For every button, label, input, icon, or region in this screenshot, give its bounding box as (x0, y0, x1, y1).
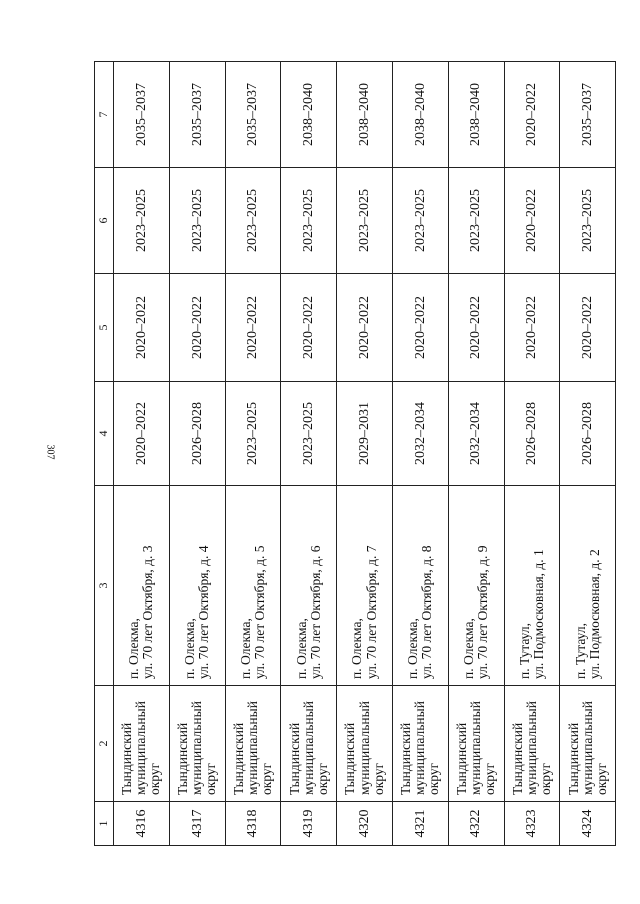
district-line: округ (538, 762, 554, 795)
district-line: муниципальный (189, 701, 205, 795)
period-cell-col7: 2038–2040 (448, 62, 504, 168)
row-id-cell: 4322 (448, 802, 504, 846)
district-line: муниципальный (244, 701, 260, 795)
period-cell-col5: 2020–2022 (281, 274, 337, 382)
district-cell (560, 686, 616, 802)
address-cell (560, 486, 616, 686)
period-cell-col4: 2029–2031 (337, 382, 393, 486)
district-line: Тындинский (565, 722, 581, 795)
address-line: п. Олекма, (182, 618, 198, 679)
district-line: Тындинский (230, 722, 246, 795)
district-cell (504, 686, 560, 802)
address-cell (114, 486, 170, 686)
period-cell-col4: 2026–2028 (504, 382, 560, 486)
period-cell-col7: 2038–2040 (392, 62, 448, 168)
row-id-cell: 4319 (281, 802, 337, 846)
period-cell-col7: 2035–2037 (114, 62, 170, 168)
period-cell-col6: 2023–2025 (114, 168, 170, 274)
district-line: Тындинский (174, 722, 190, 795)
district-cell (281, 686, 337, 802)
district-line: Тындинский (509, 722, 525, 795)
period-cell-col4: 2020–2022 (114, 382, 170, 486)
district-line: Тындинский (342, 722, 358, 795)
period-cell-col5: 2020–2022 (448, 274, 504, 382)
period-cell-col7: 2020–2022 (504, 62, 560, 168)
row-id-cell: 4321 (392, 802, 448, 846)
table-row (560, 62, 616, 846)
district-cell (392, 686, 448, 802)
address-cell (448, 486, 504, 686)
period-cell-col6: 2023–2025 (169, 168, 225, 274)
period-cell-col7: 2035–2037 (560, 62, 616, 168)
period-cell-col5: 2020–2022 (114, 274, 170, 382)
table-row (448, 62, 504, 846)
address-cell (281, 486, 337, 686)
address-line: п. Олекма, (126, 618, 142, 679)
address-line: ул. 70 лет Октября, д. 6 (307, 545, 323, 679)
row-id-cell: 4316 (114, 802, 170, 846)
district-cell (225, 686, 281, 802)
district-line: муниципальный (579, 701, 595, 795)
address-line: ул. 70 лет Октября, д. 4 (196, 545, 212, 679)
period-cell-col4: 2023–2025 (225, 382, 281, 486)
district-cell (114, 686, 170, 802)
period-cell-col5: 2020–2022 (169, 274, 225, 382)
table-row (392, 62, 448, 846)
address-line: ул. Подмосковная, д. 2 (586, 549, 602, 679)
table-row (281, 62, 337, 846)
row-id-cell: 4324 (560, 802, 616, 846)
period-cell-col6: 2023–2025 (392, 168, 448, 274)
table-row (114, 62, 170, 846)
address-line: п. Тутаул, (516, 623, 532, 679)
district-line: округ (203, 762, 219, 795)
row-id-cell: 4318 (225, 802, 281, 846)
period-cell-col5: 2020–2022 (504, 274, 560, 382)
district-line: округ (147, 762, 163, 795)
row-id-cell: 4317 (169, 802, 225, 846)
address-line: ул. 70 лет Октября, д. 5 (251, 545, 267, 679)
period-cell-col6: 2023–2025 (281, 168, 337, 274)
address-line: ул. 70 лет Октября, д. 3 (140, 545, 156, 679)
period-cell-col4: 2032–2034 (448, 382, 504, 486)
period-cell-col4: 2023–2025 (281, 382, 337, 486)
period-cell-col5: 2020–2022 (392, 274, 448, 382)
address-line: п. Олекма, (349, 618, 365, 679)
table-row (169, 62, 225, 846)
period-cell-col7: 2035–2037 (225, 62, 281, 168)
address-line: ул. 70 лет Октября, д. 7 (363, 545, 379, 679)
address-cell (169, 486, 225, 686)
period-cell-col6: 2023–2025 (560, 168, 616, 274)
district-line: муниципальный (300, 701, 316, 795)
header-cell: 4 (95, 382, 114, 486)
period-cell-col6: 2020–2022 (504, 168, 560, 274)
address-line: ул. 70 лет Октября, д. 8 (419, 545, 435, 679)
district-line: округ (370, 762, 386, 795)
table-header-row (95, 62, 114, 846)
period-cell-col7: 2038–2040 (281, 62, 337, 168)
district-cell (448, 686, 504, 802)
period-cell-col4: 2026–2028 (169, 382, 225, 486)
header-cell: 7 (95, 62, 114, 168)
district-cell (169, 686, 225, 802)
address-line: ул. Подмосковная, д. 1 (530, 549, 546, 679)
district-line: Тындинский (453, 722, 469, 795)
address-cell (337, 486, 393, 686)
row-id-cell: 4323 (504, 802, 560, 846)
district-line: округ (426, 762, 442, 795)
address-cell (504, 486, 560, 686)
address-line: п. Олекма, (461, 618, 476, 679)
period-cell-col4: 2026–2028 (560, 382, 616, 486)
district-line: муниципальный (523, 701, 539, 795)
header-cell: 3 (95, 486, 114, 686)
district-line: муниципальный (412, 701, 428, 795)
table-row (337, 62, 393, 846)
header-cell: 5 (95, 274, 114, 382)
address-line: ул. 70 лет Октября, д. 9 (475, 545, 491, 679)
table-row (504, 62, 560, 846)
period-cell-col6: 2023–2025 (448, 168, 504, 274)
district-line: муниципальный (356, 701, 372, 795)
address-cell (225, 486, 281, 686)
address-line: п. Олекма, (293, 618, 309, 679)
district-line: муниципальный (468, 701, 484, 795)
district-line: округ (593, 762, 609, 795)
period-cell-col6: 2023–2025 (225, 168, 281, 274)
district-line: округ (259, 762, 275, 795)
table-container (94, 62, 616, 846)
period-cell-col7: 2038–2040 (337, 62, 393, 168)
period-cell-col4: 2032–2034 (392, 382, 448, 486)
district-line: муниципальный (133, 701, 149, 795)
district-line: Тындинский (398, 722, 414, 795)
address-cell (392, 486, 448, 686)
address-line: п. Олекма, (405, 618, 421, 679)
period-cell-col5: 2020–2022 (337, 274, 393, 382)
district-line: Тындинский (119, 722, 135, 795)
row-id-cell: 4320 (337, 802, 393, 846)
schedule-table (94, 61, 616, 846)
period-cell-col5: 2020–2022 (225, 274, 281, 382)
header-cell: 6 (95, 168, 114, 274)
district-line: округ (314, 762, 330, 795)
header-cell: 2 (95, 686, 114, 802)
address-line: п. Тутаул, (572, 623, 588, 679)
period-cell-col6: 2023–2025 (337, 168, 393, 274)
district-line: Тындинский (286, 722, 302, 795)
district-line: округ (482, 762, 498, 795)
address-line: п. Олекма, (237, 618, 253, 679)
header-cell: 1 (95, 802, 114, 846)
page-number: 307 (44, 444, 56, 460)
period-cell-col7: 2035–2037 (169, 62, 225, 168)
period-cell-col5: 2020–2022 (560, 274, 616, 382)
district-cell (337, 686, 393, 802)
table-row (225, 62, 281, 846)
